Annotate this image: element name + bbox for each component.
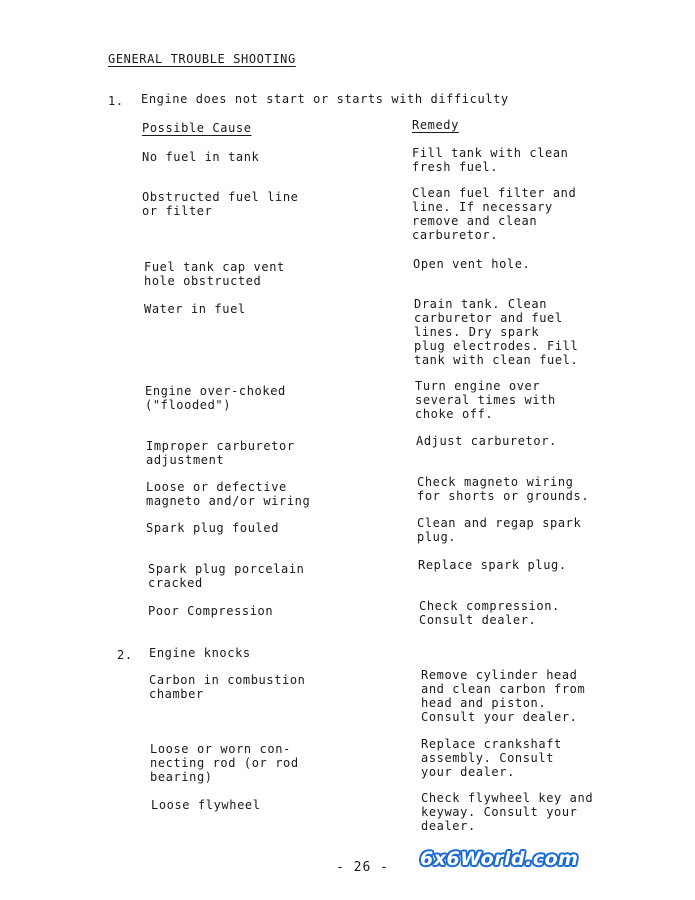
remedy-text: Fill tank with clean fresh fuel.: [412, 146, 569, 174]
remedy-text: Check flywheel key and keyway. Consult your dealer.: [421, 791, 594, 833]
section-number: 1.: [108, 94, 124, 108]
cause-text: Obstructed fuel line or filter: [142, 190, 299, 218]
watermark-logo: 6x6World.com: [420, 848, 579, 870]
cause-text: Loose or defective magneto and/or wiring: [146, 480, 311, 508]
cause-text: Water in fuel: [144, 302, 246, 316]
page-number: - 26 -: [336, 860, 389, 875]
section-number: 2.: [117, 648, 133, 662]
remedy-text: Clean fuel filter and line. If necessary remove and clean carburetor.: [412, 186, 577, 242]
remedy-text: Check compression. Consult dealer.: [419, 599, 560, 627]
remedy-text: Adjust carburetor.: [416, 434, 557, 448]
cause-text: Fuel tank cap vent hole obstructed: [144, 260, 285, 288]
remedy-text: Open vent hole.: [413, 257, 531, 271]
remedy-text: Turn engine over several times with choke off.: [415, 379, 556, 421]
column-header-remedy: Remedy: [412, 118, 459, 132]
remedy-text: Check magneto wiring for shorts or grounds.: [417, 475, 590, 503]
cause-text: Poor Compression: [148, 604, 274, 618]
page-title: GENERAL TROUBLE SHOOTING: [108, 52, 296, 66]
column-header-cause: Possible Cause: [142, 121, 252, 135]
remedy-text: Replace crankshaft assembly. Consult your dealer.: [421, 737, 562, 779]
cause-text: Loose flywheel: [151, 798, 261, 812]
cause-text: Improper carburetor adjustment: [146, 439, 295, 467]
remedy-text: Clean and regap spark plug.: [417, 516, 582, 544]
remedy-text: Remove cylinder head and clean carbon from head and piston. Consult your dealer.: [421, 668, 586, 724]
section-heading: Engine knocks: [149, 646, 251, 660]
cause-text: Loose or worn con- necting rod (or rod bearing): [150, 742, 299, 784]
section-heading: Engine does not start or starts with difficulty: [141, 92, 509, 106]
cause-text: Engine over-choked ("flooded"): [145, 384, 286, 412]
cause-text: Spark plug fouled: [146, 521, 280, 535]
cause-text: Spark plug porcelain cracked: [148, 562, 305, 590]
remedy-text: Replace spark plug.: [418, 558, 567, 572]
remedy-text: Drain tank. Clean carburetor and fuel lines. Dry spark plug electrodes. Fill tank with clean fuel.: [414, 297, 579, 367]
cause-text: No fuel in tank: [142, 150, 260, 164]
cause-text: Carbon in combustion chamber: [149, 673, 306, 701]
